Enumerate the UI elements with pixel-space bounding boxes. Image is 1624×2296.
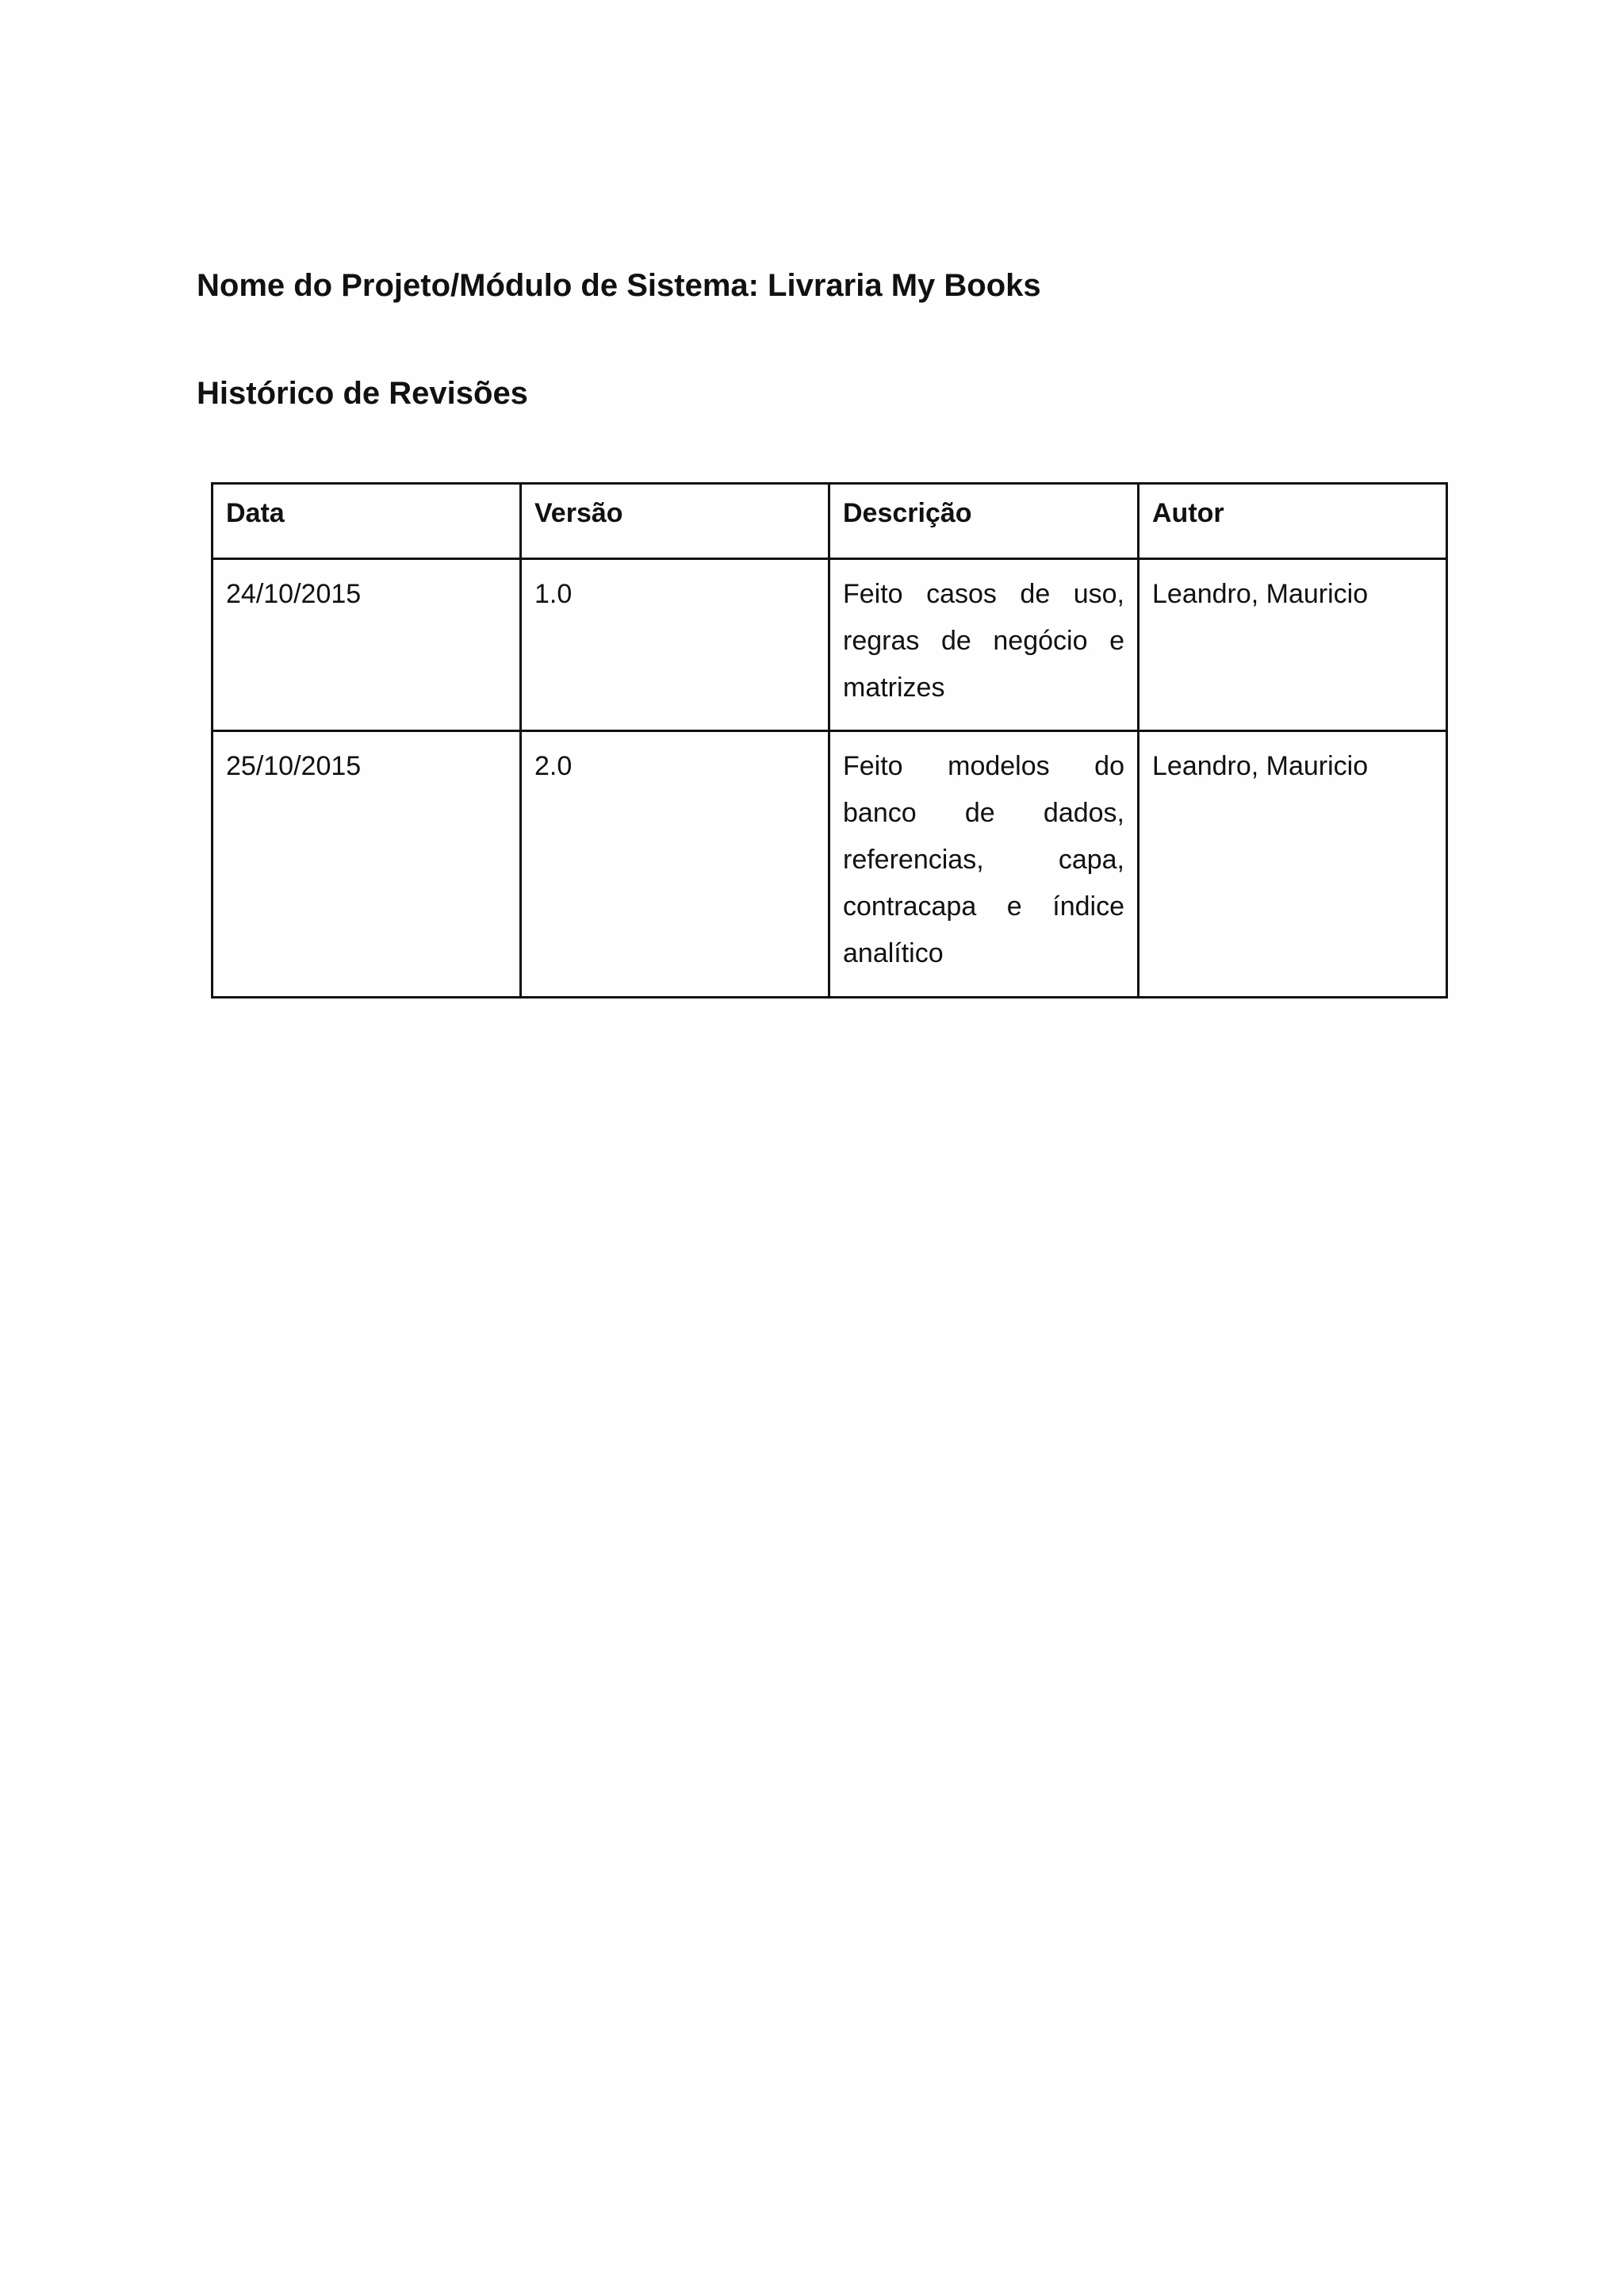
cell-date: 24/10/2015 <box>213 559 521 731</box>
cell-author: Leandro, Mauricio <box>1139 559 1447 731</box>
cell-version: 1.0 <box>521 559 829 731</box>
header-version: Versão <box>521 484 829 559</box>
header-description: Descrição <box>829 484 1139 559</box>
cell-description: Feito casos de uso, regras de negócio e matrizes <box>829 559 1139 731</box>
table-row <box>213 731 1447 998</box>
cell-description: Feito modelos do banco de dados, referencias, capa, contracapa e índice analítico <box>829 731 1139 998</box>
header-author: Autor <box>1139 484 1447 559</box>
table-header-row <box>213 484 1447 559</box>
page-title: Nome do Projeto/Módulo de Sistema: Livraria My Books <box>197 268 1041 303</box>
cell-date: 25/10/2015 <box>213 731 521 998</box>
cell-version: 2.0 <box>521 731 829 998</box>
section-title: Histórico de Revisões <box>197 376 528 411</box>
header-date: Data <box>213 484 521 559</box>
revision-history-table <box>211 482 1448 999</box>
cell-author: Leandro, Mauricio <box>1139 731 1447 998</box>
table-row <box>213 559 1447 731</box>
